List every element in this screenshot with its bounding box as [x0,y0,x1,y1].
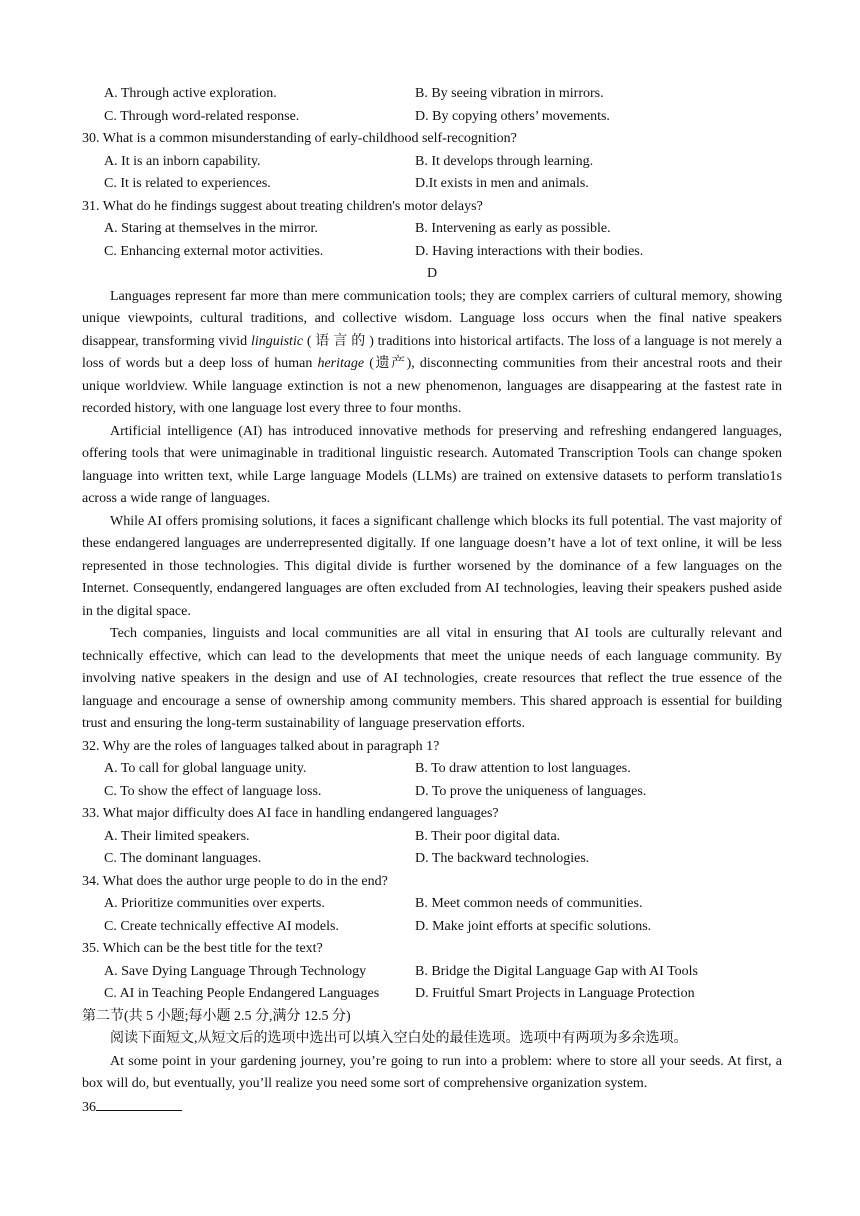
gloss-linguistic: ( 语 言 的 ) [303,333,378,349]
passage-d-paragraph-4: Tech companies, linguists and local communities are all vital in ensuring that AI tools are culturally relevant and technically effective, which can lead to the developments that meet the unique needs of each language community. By involving native speakers in the design and use of AI technologies, create resources that reflect the true essence of the language and encourage a sense of ownership among community members. This shared approach is essential for building trust and ensuring the long-term sustainability of language preservation efforts. [82,626,782,731]
q34-option-c: C. Create technically effective AI models. [104,918,339,934]
q35-options [82,961,782,1006]
q30-option-b: B. It develops through learning. [415,153,594,169]
q30-options [82,151,782,196]
q32-option-c: C. To show the effect of language loss. [104,783,322,799]
q29-options [82,83,782,128]
blank-36-number: 36 [82,1099,96,1115]
gloss-heritage: (遗产) [364,356,412,371]
q32-option-a: A. To call for global language unity. [104,761,307,776]
blank-36-line [82,1096,782,1120]
q31-option-c: C. Enhancing external motor activities. [104,243,324,259]
q33-option-c: C. The dominant languages. [104,851,262,866]
q32-options [82,758,782,803]
seven-choose-five-paragraph-1: At some point in your gardening journey, you’re going to run into a problem: where to store all your seeds. At first, a box will do, but eventually, you’ll realize you need some sort of comprehensive organization system. [82,1053,782,1091]
q31-option-b: B. Intervening as early as possible. [415,221,611,236]
q31-option-a: A. Staring at themselves in the mirror. [104,221,318,236]
q31-options [82,218,782,263]
q34-option-a: A. Prioritize communities over experts. [104,896,325,911]
q33-option-d: D. The backward technologies. [415,851,590,866]
exam-page [82,83,782,1119]
q29-option-c: C. Through word-related response. [104,108,300,124]
p1-text-a: Languages represent far more than mere communication tools; they are complex carriers of cultural memory, showing unique viewpoints, cultural traditions, and collective wisdom. Language loss occurs when the final native speakers disappear, transforming vivid [82,288,782,349]
q33-option-a: A. Their limited speakers. [104,828,250,844]
q29-option-d: D. By copying others’ movements. [415,108,610,124]
section-2-instruction: 阅读下面短文,从短文后的选项中选出可以填入空白处的最佳选项。选项中有两项为多余选项。 [110,1031,688,1046]
q34-options [82,893,782,938]
q30-option-d: D.It exists in men and animals. [415,176,589,191]
q35-option-a: A. Save Dying Language Through Technology [104,963,367,979]
passage-d-paragraph-3: While AI offers promising solutions, it faces a significant challenge which blocks its full potential. The vast majority of these endangered languages are underrepresented digitally. If one language doesn’t have a lot of text online, it will be less represented in those technologies. This digital divide is further worsened by the dominance of a few languages on the Internet. Consequently, endangered languages are often excluded from AI technologies, leaving their speakers pushed aside in the digital space. [82,513,782,619]
q30-stem: 30. What is a common misunderstanding of early-childhood self-recognition? [82,131,517,146]
q32-stem: 32. Why are the roles of languages talked about in paragraph 1? [82,738,440,754]
passage-d-paragraph-2: Artificial intelligence (AI) has introduced innovative methods for preserving and refreshing endangered languages, offering tools that were unimaginable in traditional linguistic research. Automated Transcription Tools can change spoken language into written text, while Large language Models (LLMs) are trained on extensive datasets to perform translatio1s across a wide range of languages. [82,423,782,506]
q32-option-d: D. To prove the uniqueness of languages. [415,783,647,799]
q34-option-b: B. Meet common needs of communities. [415,896,643,911]
blank-36-underline[interactable] [96,1096,182,1111]
glossed-word-linguistic: linguistic [250,333,304,349]
section-2-heading: 第二节(共 5 小题;每小题 2.5 分,满分 12.5 分) [82,1008,351,1024]
glossed-word-heritage: heritage [317,356,365,371]
q35-stem: 35. Which can be the best title for the text? [82,941,323,956]
q30-option-c: C. It is related to experiences. [104,176,271,191]
q34-stem: 34. What does the author urge people to do in the end? [82,873,388,889]
q33-options [82,826,782,871]
q31-option-d: D. Having interactions with their bodies. [415,243,644,259]
q35-option-c: C. AI in Teaching People Endangered Languages [104,986,380,1001]
passage-d-label: D [426,266,438,281]
q30-option-a: A. It is an inborn capability. [104,153,261,169]
q35-option-d: D. Fruitful Smart Projects in Language Protection [415,986,695,1001]
q29-option-a: A. Through active exploration. [104,86,277,101]
p1-text-b: traditions into historical artifacts. The loss of a language is not merely a loss of words but a deep loss of human [82,333,782,371]
q35-option-b: B. Bridge the Digital Language Gap with AI Tools [415,963,698,979]
q31-stem: 31. What do he findings suggest about treating children's motor delays? [82,198,483,214]
q29-option-b: B. By seeing vibration in mirrors. [415,86,604,101]
p1-text-c: , disconnecting communities from their ancestral roots and their unique worldview. While language extinction is not a new phenomenon, languages are disappearing at the fastest rate in recorded history, with one language lost every three to four months. [82,356,782,416]
q33-stem: 33. What major difficulty does AI face in handling endangered languages? [82,806,499,821]
q32-option-b: B. To draw attention to lost languages. [415,761,631,776]
q33-option-b: B. Their poor digital data. [415,828,561,844]
passage-d-paragraph-1 [82,286,782,421]
q34-option-d: D. Make joint efforts at specific solutions. [415,918,652,934]
